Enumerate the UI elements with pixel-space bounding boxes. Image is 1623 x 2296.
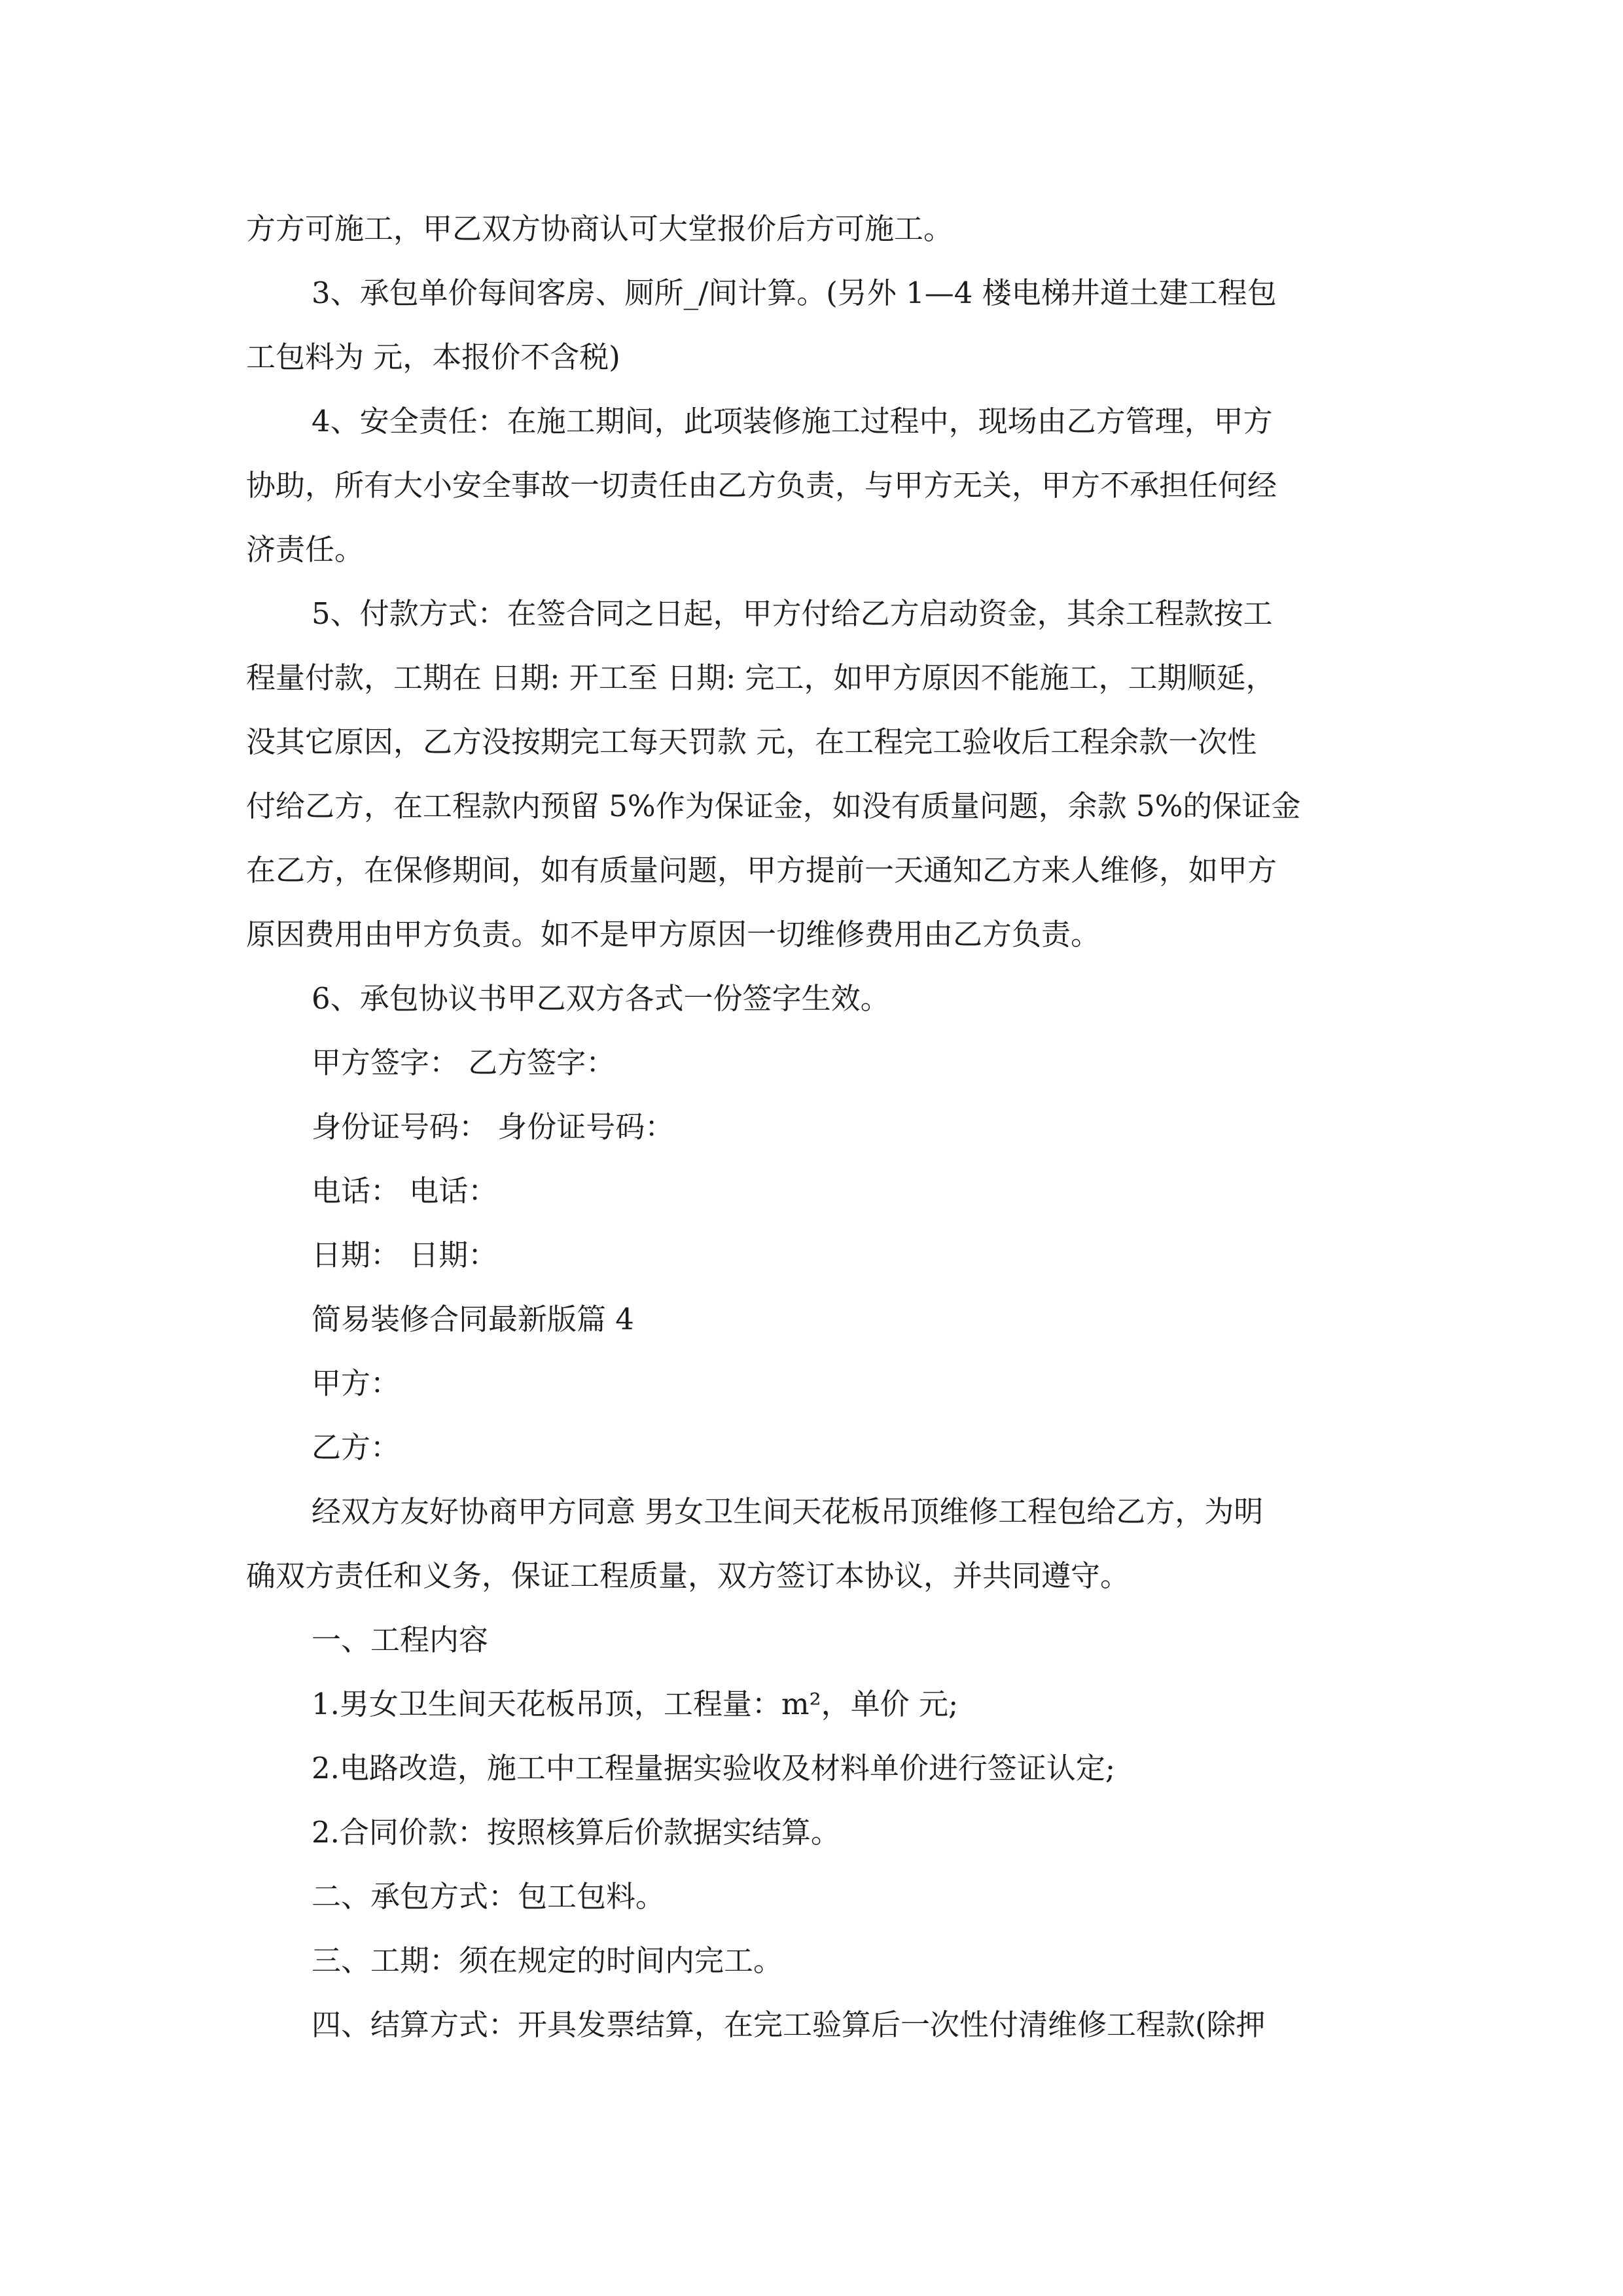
section-title: 简易装修合同最新版篇 4 — [312, 1302, 634, 1336]
paragraph-line: 工包料为 元，本报价不含税) — [246, 340, 620, 374]
phone-line: 电话： 电话： — [312, 1174, 498, 1208]
paragraph-line: 经双方友好协商甲方同意 男女卫生间天花板吊顶维修工程包给乙方，为明 — [312, 1494, 1264, 1529]
paragraph-line: 3、承包单价每间客房、厕所_/间计算。(另外 1—4 楼电梯井道土建工程包 — [312, 276, 1277, 310]
paragraph-line: 付给乙方，在工程款内预留 5%作为保证金，如没有质量问题，余款 5%的保证金 — [246, 789, 1301, 823]
paragraph-line: 6、承包协议书甲乙双方各式一份签字生效。 — [312, 981, 890, 1016]
list-item: 2.合同价款：按照核算后价款据实结算。 — [312, 1815, 840, 1850]
party-b-line: 乙方： — [312, 1430, 401, 1465]
paragraph-line: 程量付款，工期在 日期: 开工至 日期: 完工，如甲方原因不能施工，工期顺延， — [246, 660, 1275, 695]
paragraph-line: 在乙方，在保修期间，如有质量问题，甲方提前一天通知乙方来人维修，如甲方 — [246, 853, 1277, 888]
heading-line: 三、工期：须在规定的时间内完工。 — [312, 1943, 783, 1978]
party-a-line: 甲方： — [312, 1366, 401, 1401]
id-number-line: 身份证号码： 身份证号码： — [312, 1109, 675, 1144]
signature-line: 甲方签字： 乙方签字： — [312, 1045, 616, 1080]
heading-line: 二、承包方式：包工包料。 — [312, 1879, 666, 1914]
paragraph-line: 5、付款方式：在签合同之日起，甲方付给乙方启动资金，其余工程款按工 — [312, 596, 1273, 631]
date-line: 日期： 日期： — [312, 1238, 498, 1272]
list-item: 1.男女卫生间天花板吊顶，工程量：m²，单价 元; — [312, 1687, 959, 1721]
heading-line: 一、工程内容 — [312, 1623, 489, 1657]
heading-line: 四、结算方式：开具发票结算，在完工验算后一次性付清维修工程款(除押 — [312, 2007, 1266, 2042]
paragraph-line: 没其它原因，乙方没按期完工每天罚款 元，在工程完工验收后工程余款一次性 — [246, 725, 1257, 759]
paragraph-line: 原因费用由甲方负责。如不是甲方原因一切维修费用由乙方负责。 — [246, 917, 1101, 952]
paragraph-line: 方方可施工，甲乙双方协商认可大堂报价后方可施工。 — [246, 211, 954, 246]
paragraph-line: 济责任。 — [246, 532, 365, 567]
paragraph-line: 协助，所有大小安全事故一切责任由乙方负责，与甲方无关，甲方不承担任何经 — [246, 468, 1277, 503]
paragraph-line: 4、安全责任：在施工期间，此项装修施工过程中，现场由乙方管理，甲方 — [312, 404, 1273, 439]
list-item: 2.电路改造，施工中工程量据实验收及材料单价进行签证认定; — [312, 1751, 1116, 1785]
paragraph-line: 确双方责任和义务，保证工程质量，双方签订本协议，并共同遵守。 — [246, 1558, 1130, 1593]
